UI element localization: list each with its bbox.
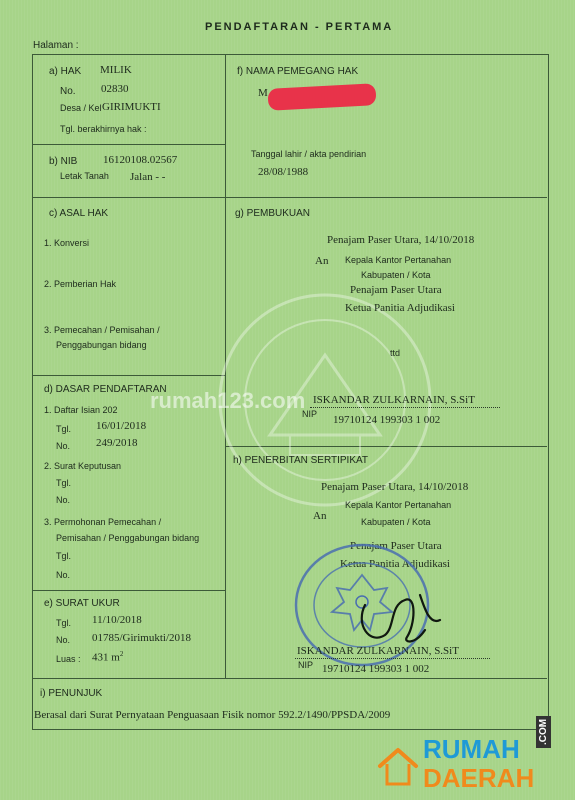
asal-hak-item-1: 1. Konversi [44,238,90,248]
luas-number: 431 m [92,651,120,664]
perm-no-label: No. [56,570,71,580]
pembukuan-kab: Kabupaten / Kota [361,270,431,280]
daftar-no-value: 249/2018 [96,437,138,449]
section-e-label: e) SURAT UKUR [44,598,120,609]
penerbitan-nip-label: NIP [298,660,314,670]
brand-line-2: DAERAH [423,763,535,793]
sk-tgl-label: Tgl. [56,478,72,488]
section-g-label: g) PEMBUKUAN [235,208,311,219]
surat-keputusan-label: 2. Surat Keputusan [44,461,122,471]
tgl-berakhir-label: Tgl. berakhirnya hak : [60,124,147,134]
section-i-label: i) PENUNJUK [40,688,103,699]
pembukuan-an: An [315,255,329,267]
luas-label: Luas : [56,654,81,664]
permohonan-label-a: 3. Permohonan Pemecahan / [44,517,162,527]
luas-unit-sup: 2 [119,650,124,658]
pembukuan-kepala: Kepala Kantor Pertanahan [345,255,452,265]
asal-hak-item-3a: 3. Pemecahan / Pemisahan / [44,325,160,335]
penerbitan-kepala: Kepala Kantor Pertanahan [345,500,452,510]
perm-tgl-label: Tgl. [56,551,72,561]
penunjuk-text: Berasal dari Surat Pernyataan Penguasaan Fisik nomor 592.2/1490/PPSDA/2009 [34,709,391,721]
penerbitan-signer: ISKANDAR ZULKARNAIN, S.SiT [297,645,459,657]
signature-icon [345,575,455,655]
section-b-label: b) NIB [49,156,78,167]
hak-value: MILIK [100,64,132,76]
su-no-value: 01785/Girimukti/2018 [92,632,191,644]
nib-value: 16120108.02567 [103,154,178,166]
pembukuan-nip-value: 19710124 199303 1 002 [333,414,441,426]
desa-label: Desa / Kel [60,103,102,113]
daftar-isian-label: 1. Daftar Isian 202 [44,405,118,415]
house-logo-icon [375,744,421,790]
letak-tanah-value: Jalan - - [130,171,166,183]
su-no-label: No. [56,635,71,645]
pembukuan-nip-label: NIP [302,409,318,419]
row-line [32,678,547,679]
penerbitan-kab: Kabupaten / Kota [361,517,431,527]
pembukuan-kab-value: Penajam Paser Utara [350,284,442,296]
permohonan-label-b: Pemisahan / Penggabungan bidang [56,533,200,543]
penerbitan-place-date: Penajam Paser Utara, 14/10/2018 [321,481,469,493]
daftar-no-label: No. [56,441,71,451]
pembukuan-signer: ISKANDAR ZULKARNAIN, S.SiT [313,394,475,406]
brand-line-1: RUMAH [423,734,520,764]
tgl-lahir-label: Tanggal lahir / akta pendirian [251,149,367,159]
sk-no-label: No. [56,495,71,505]
desa-value: GIRIMUKTI [102,101,161,113]
penerbitan-ketua: Ketua Panitia Adjudikasi [340,558,450,570]
pembukuan-ketua: Ketua Panitia Adjudikasi [345,302,455,314]
section-f-label: f) NAMA PEMEGANG HAK [237,66,359,77]
penerbitan-an: An [313,510,327,522]
tgl-lahir-value: 28/08/1988 [258,166,309,178]
section-d-label: d) DASAR PENDAFTARAN [44,384,167,395]
brand-com-badge: .COM [536,716,551,748]
penerbitan-sign-line [295,658,490,659]
pembukuan-ttd: ttd [390,348,401,358]
su-tgl-value: 11/10/2018 [92,614,142,626]
section-h-label: h) PENERBITAN SERTIPIKAT [233,455,369,466]
letak-tanah-label: Letak Tanah [60,171,109,181]
pembukuan-sign-line [310,407,500,408]
section-c-label: c) ASAL HAK [49,208,109,219]
asal-hak-item-3b: Penggabungan bidang [56,340,147,350]
row-line [225,197,547,198]
asal-hak-item-2: 2. Pemberian Hak [44,279,117,289]
penerbitan-kab-value: Penajam Paser Utara [350,540,442,552]
halaman-label: Halaman : [33,40,79,51]
daftar-tgl-label: Tgl. [56,424,72,434]
luas-value [92,650,123,664]
row-line [32,144,225,145]
hak-no-label: No. [60,86,76,97]
page-title: PENDAFTARAN - PERTAMA [205,21,394,33]
row-line [32,375,225,376]
section-a-label: a) HAK [49,66,82,77]
hak-no-value: 02830 [101,83,129,95]
su-tgl-label: Tgl. [56,618,72,628]
watermark-text: rumah123.com [150,388,306,413]
row-line [32,590,225,591]
daftar-tgl-value: 16/01/2018 [96,420,147,432]
pemegang-hak-name: M [258,87,268,99]
penerbitan-nip-value: 19710124 199303 1 002 [322,663,430,675]
row-line [32,197,225,198]
pembukuan-place-date: Penajam Paser Utara, 14/10/2018 [327,234,475,246]
